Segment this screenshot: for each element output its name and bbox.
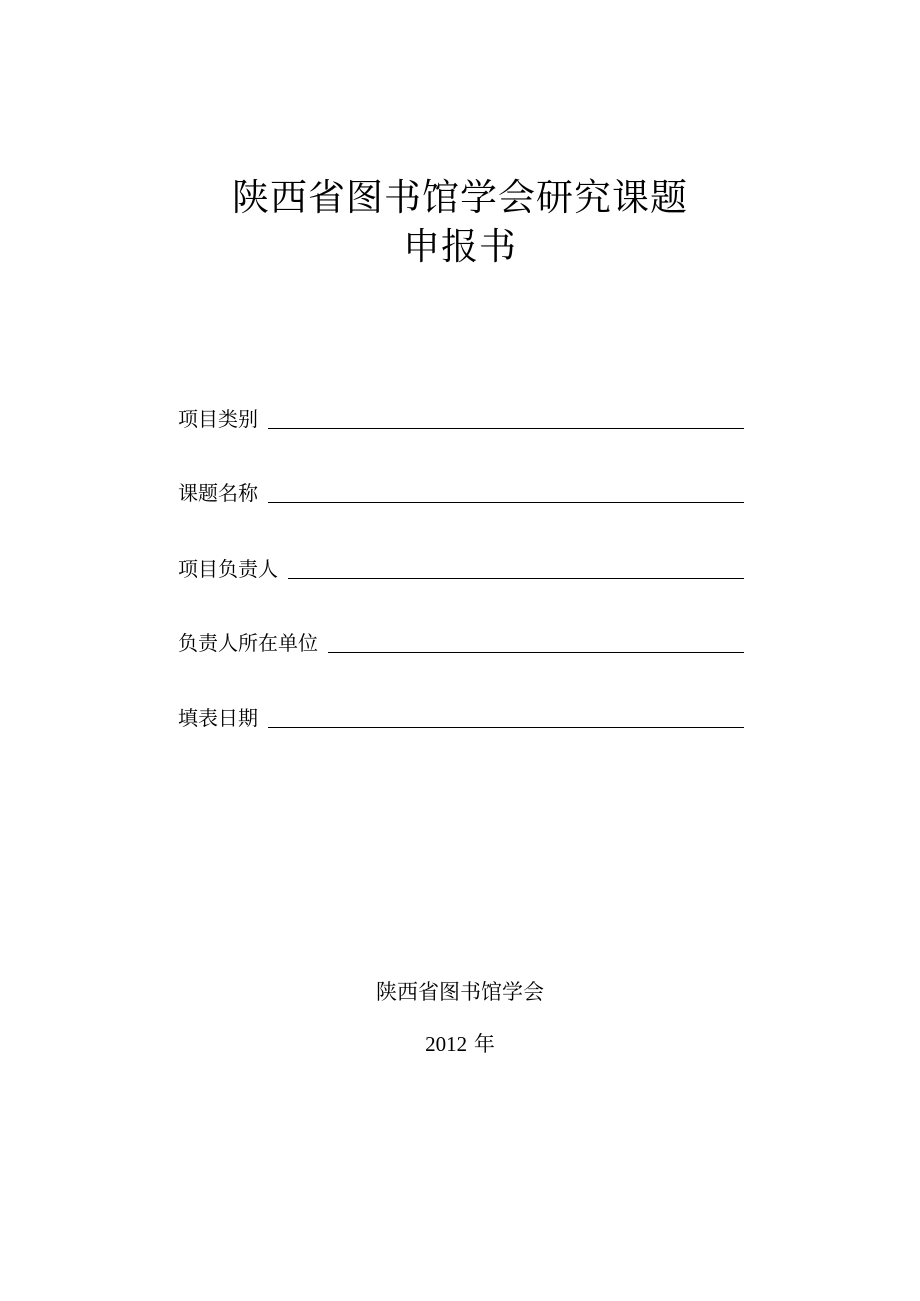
- document-title: 陕西省图书馆学会研究课题: [232, 176, 688, 219]
- field-project-leader: [178, 548, 744, 582]
- fill-in-line-project-leader[interactable]: [288, 578, 744, 579]
- field-project-category: [178, 398, 744, 432]
- field-fill-date: [178, 697, 744, 731]
- document-subtitle: 申报书: [403, 225, 517, 268]
- fill-in-line-fill-date[interactable]: [268, 727, 744, 728]
- field-label-project-category: 项目类别: [178, 407, 258, 431]
- fill-in-line-leader-affiliation[interactable]: [328, 652, 744, 653]
- field-topic-name: [178, 472, 744, 506]
- footer-year-number: 2012: [425, 1032, 468, 1056]
- field-label-leader-affiliation: 负责人所在单位: [178, 631, 318, 655]
- field-label-project-leader: 项目负责人: [178, 557, 278, 581]
- footer-organization: 陕西省图书馆学会: [376, 980, 544, 1004]
- fill-in-line-project-category[interactable]: [268, 428, 744, 429]
- field-label-fill-date: 填表日期: [178, 706, 258, 730]
- footer-year: [0, 1030, 920, 1058]
- field-label-topic-name: 课题名称: [178, 481, 258, 505]
- fill-in-line-topic-name[interactable]: [268, 502, 744, 503]
- field-leader-affiliation: [178, 622, 744, 656]
- footer-year-suffix: 年: [473, 1032, 495, 1056]
